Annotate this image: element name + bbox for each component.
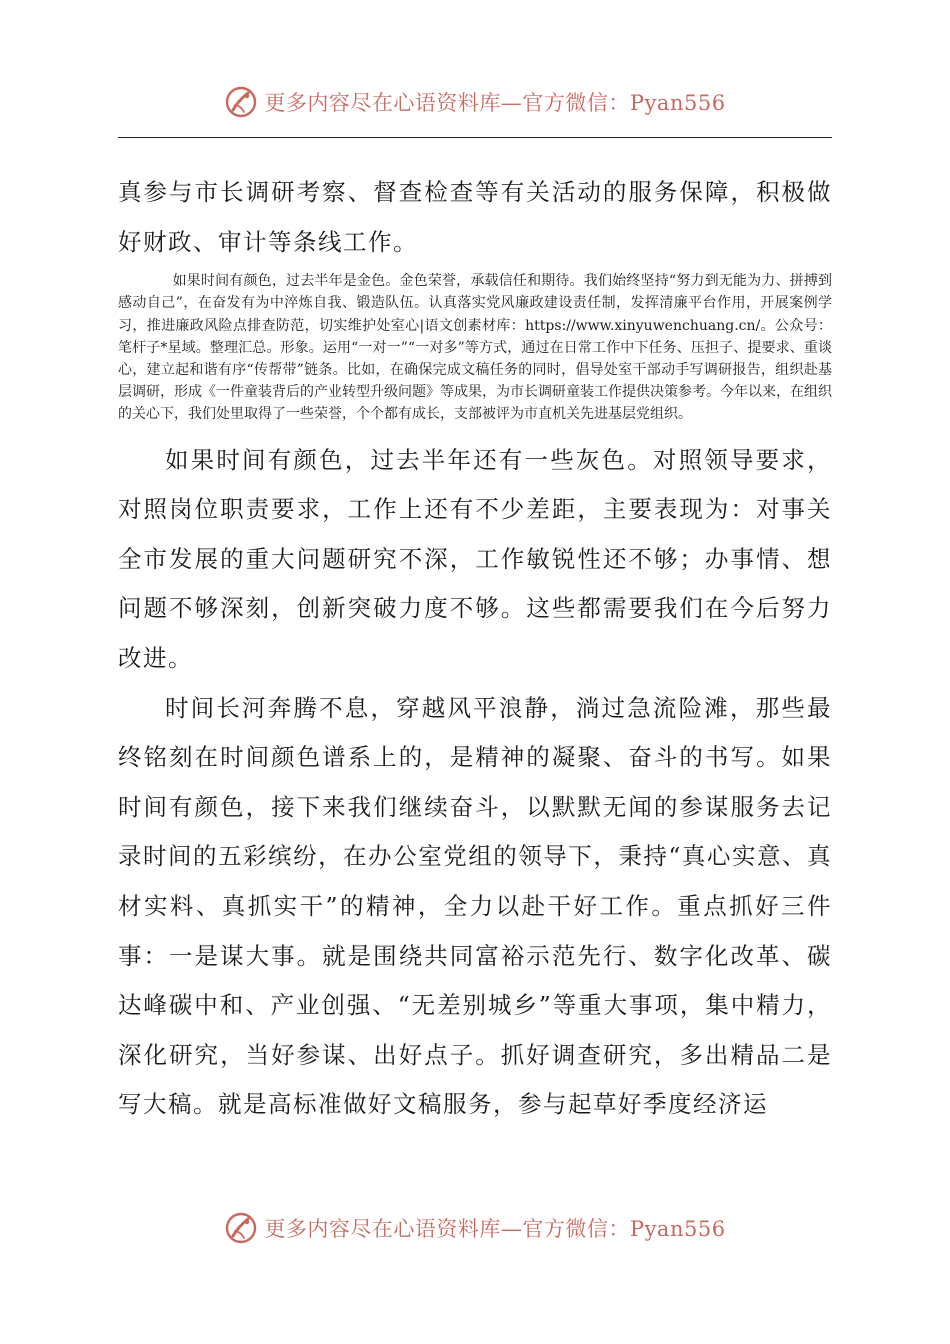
footer-banner-text: 更多内容尽在心语资料库—官方微信：Pyan556 (264, 1217, 726, 1241)
brush-logo-icon (224, 1211, 258, 1245)
header-divider (118, 137, 832, 138)
paragraph-1: 真参与市长调研考察、督查检查等有关活动的服务保障，积极做好财政、审计等条线工作。 (118, 178, 832, 256)
header-banner (0, 82, 950, 122)
footer-banner (0, 1208, 950, 1248)
header-banner-text: 更多内容尽在心语资料库—官方微信：Pyan556 (264, 91, 726, 115)
inserted-small-paragraph: 如果时间有颜色，过去半年是金色。金色荣誉，承载信任和期待。我们始终坚持“努力到无能为力、拼搏到感动自己”，在奋发有为中淬炼自我、锻造队伍。认真落实党风廉政建设责任制，发挥清廉平台作用，开展案例学习，推进廉政风险点排查防范，切实维护处室心|语文创素材库：https://www.xinyuwenchuang.cn/。公众号：笔杆子*星域。整理汇总。形象。运用“一对一”“一对多”等方式，通过在日常工作中下任务、压担子、提要求、重谈心，建立起和谐有序“传帮带”链条。比如，在确保完成文稿任务的同时，倡导处室干部动手写调研报告，组织赴基层调研，形成《一件童装背后的产业转型升级问题》等成果，为市长调研童装工作提供决策参考。今年以来，在组织的关心下，我们处里取得了一些荣誉，个个都有成长，支部被评为市直机关先进基层党组织。 (118, 273, 832, 423)
paragraph-3: 时间长河奔腾不息，穿越风平浪静，淌过急流险滩，那些最终铭刻在时间颜色谱系上的，是精神的凝聚、奋斗的书写。如果时间有颜色，接下来我们继续奋斗，以默默无闻的参谋服务去记录时间的五彩缤纷，在办公室党组的领导下，秉持“真心实意、真材实料、真抓实干”的精神，全力以赴干好工作。重点抓好三件事：一是谋大事。就是围绕共同富裕示范先行、数字化改革、碳达峰碳中和、产业创强、“无差别城乡”等重大事项，集中精力，深化研究，当好参谋、出好点子。抓好调查研究，多出精品二是写大稿。就是高标准做好文稿服务，参与起草好季度经济运 (118, 693, 832, 1119)
paragraph-2: 如果时间有颜色，过去半年还有一些灰色。对照领导要求，对照岗位职责要求，工作上还有不少差距，主要表现为：对事关全市发展的重大问题研究不深，工作敏锐性还不够；办事情、想问题不够深刻，创新突破力度不够。这些都需要我们在今后努力改进。 (118, 445, 832, 672)
brush-logo-icon (224, 85, 258, 119)
document-body (118, 168, 832, 1130)
